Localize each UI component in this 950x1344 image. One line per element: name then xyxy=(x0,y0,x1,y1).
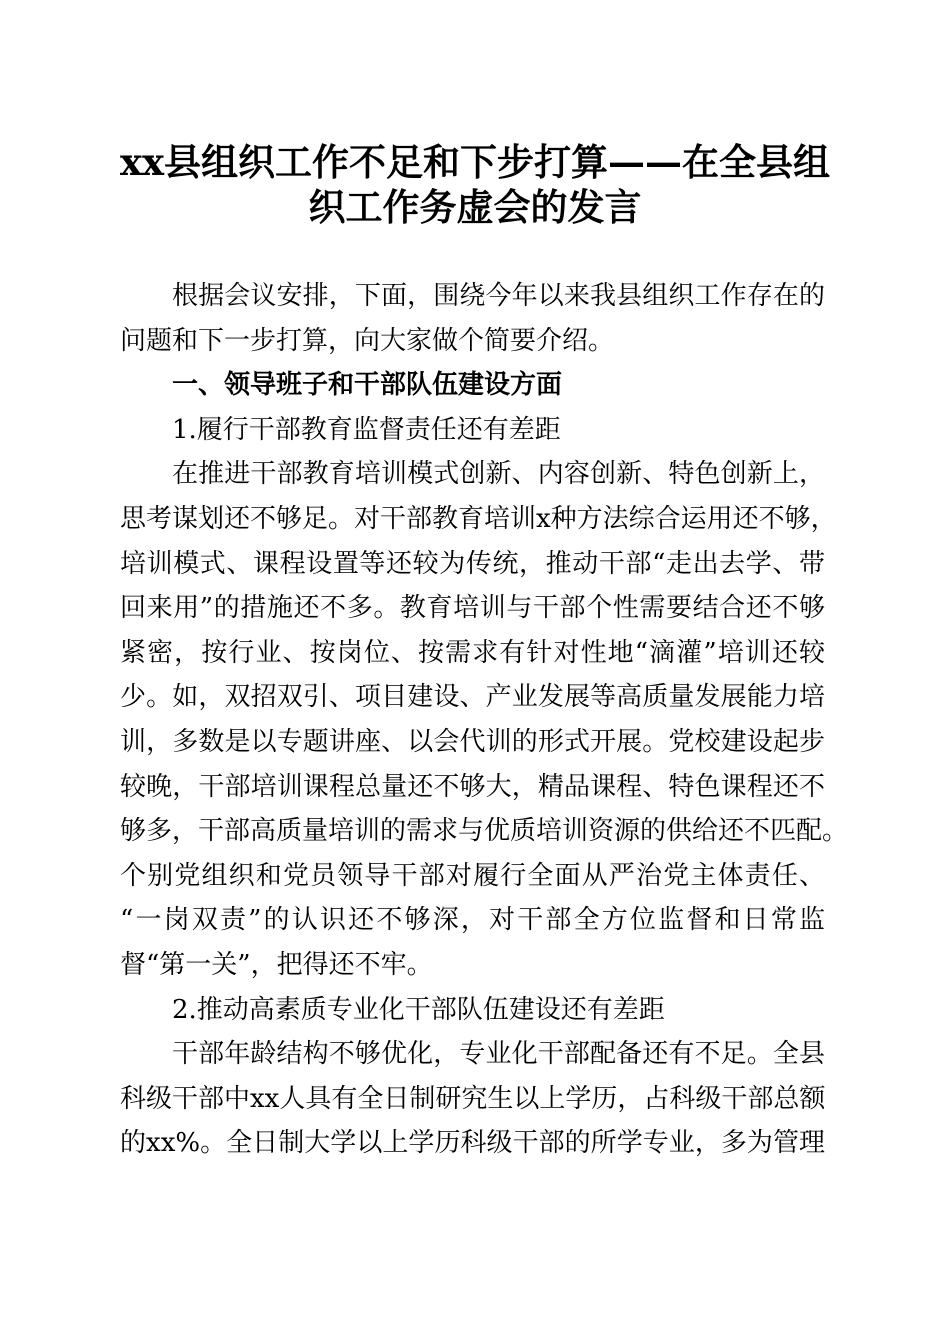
paragraph-line: 培训模式、课程设置等还较为传统，推动干部“走出去学、带 xyxy=(120,548,825,579)
paragraph-line: 的xx%。全日制大学以上学历科级干部的所学专业，多为管理 xyxy=(120,1128,825,1159)
paragraph-line: 在推进干部教育培训模式创新、内容创新、特色创新上， xyxy=(172,459,825,490)
paragraph-line: 够多，干部高质量培训的需求与优质培训资源的供给还不匹配。 xyxy=(120,816,849,847)
title-line-2: 织工作务虚会的发言 xyxy=(308,185,642,229)
paragraph-line: 少。如，双招双引、项目建设、产业发展等高质量发展能力培 xyxy=(120,682,825,713)
document-body xyxy=(120,274,849,1166)
intro-paragraph-line: 根据会议安排，下面，围绕今年以来我县组织工作存在的 xyxy=(172,281,825,311)
intro-paragraph-line: 问题和下一步打算，向大家做个简要介绍。 xyxy=(120,325,615,356)
subheading-1: 1.履行干部教育监督责任还有差距 xyxy=(172,414,561,445)
paragraph-line: 个别党组织和党员领导干部对履行全面从严治党主体责任、 xyxy=(120,860,825,891)
paragraph-line: “一岗双责”的认识还不够深，对干部全方位监督和日常监 xyxy=(120,905,825,936)
paragraph-line: 训，多数是以专题讲座、以会代训的形式开展。党校建设起步 xyxy=(120,726,825,757)
document-title xyxy=(100,140,850,230)
section-heading-1: 一、领导班子和干部队伍建设方面 xyxy=(172,370,563,401)
subheading-2: 2.推动高素质专业化干部队伍建设还有差距 xyxy=(172,994,665,1025)
paragraph-line: 科级干部中xx人具有全日制研究生以上学历，占科级干部总额 xyxy=(120,1083,826,1114)
paragraph-line: 较晚，干部培训课程总量还不够大，精品课程、特色课程还不 xyxy=(120,771,825,802)
paragraph-line: 思考谋划还不够足。对干部教育培训x种方法综合运用还不够， xyxy=(120,503,837,534)
paragraph-line: 回来用”的措施还不多。教育培训与干部个性需要结合还不够 xyxy=(120,593,825,624)
paragraph-line: 紧密，按行业、按岗位、按需求有针对性地“滴灌”培训还较 xyxy=(120,637,825,668)
paragraph-line: 督“第一关”，把得还不牢。 xyxy=(120,949,433,980)
title-line-1: xx县组织工作不足和下步打算——在全县组 xyxy=(119,140,831,184)
paragraph-line: 干部年龄结构不够优化，专业化干部配备还有不足。全县 xyxy=(172,1039,825,1070)
